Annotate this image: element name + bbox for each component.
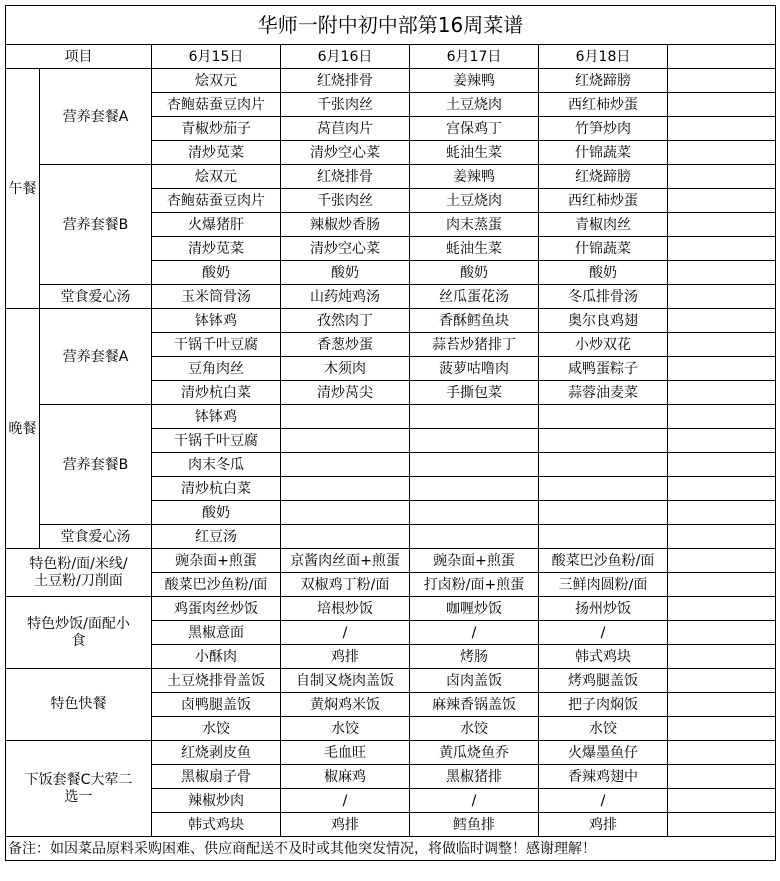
dish-cell: 钵钵鸡	[152, 309, 281, 333]
dish-cell: 孜然肉丁	[281, 309, 410, 333]
dish-cell: 咸鸭蛋粽子	[539, 357, 668, 381]
set-label: 营养套餐A	[40, 309, 152, 405]
dish-cell: 打卤粉/面+煎蛋	[410, 573, 539, 597]
dish-cell: 手撕包菜	[410, 381, 539, 405]
dish-cell: 椒麻鸡	[281, 765, 410, 789]
empty-cell	[668, 237, 776, 261]
dish-cell: 红烧蹄膀	[539, 165, 668, 189]
dish-cell: 烤鸡腿盖饭	[539, 669, 668, 693]
dish-cell: 土豆烧肉	[410, 189, 539, 213]
dish-cell: 鳕鱼排	[410, 813, 539, 837]
menu-row	[6, 669, 776, 693]
dish-cell: 黄焖鸡米饭	[281, 693, 410, 717]
dish-cell: /	[410, 621, 539, 645]
dish-cell: 火爆墨鱼仔	[539, 741, 668, 765]
empty-cell	[410, 405, 539, 429]
header-item: 项目	[6, 45, 152, 69]
dish-cell: 红烧剥皮鱼	[152, 741, 281, 765]
empty-cell	[410, 525, 539, 549]
dish-cell: 豌杂面+煎蛋	[410, 549, 539, 573]
dish-cell: 豆角肉丝	[152, 357, 281, 381]
empty-cell	[281, 405, 410, 429]
header-day: 6月18日	[539, 45, 668, 69]
dish-cell: 杏鲍菇蚕豆肉片	[152, 93, 281, 117]
dish-cell: 黄瓜烧鱼乔	[410, 741, 539, 765]
dish-cell: 肉末蒸蛋	[410, 213, 539, 237]
empty-cell	[668, 93, 776, 117]
dish-cell: 青椒炒茄子	[152, 117, 281, 141]
menu-row	[6, 837, 776, 861]
dish-cell: 莴苣肉片	[281, 117, 410, 141]
menu-row	[6, 309, 776, 333]
dish-cell: 奥尔良鸡翅	[539, 309, 668, 333]
dish-cell: 扬州炒饭	[539, 597, 668, 621]
set-label: 营养套餐B	[40, 405, 152, 525]
dish-cell: 鸡排	[281, 813, 410, 837]
dish-cell: 干锅千叶豆腐	[152, 429, 281, 453]
dish-cell: 咖喱炒饭	[410, 597, 539, 621]
dish-cell: 豌杂面+煎蛋	[152, 549, 281, 573]
dish-cell: 红烧排骨	[281, 165, 410, 189]
dish-cell: /	[410, 789, 539, 813]
menu-row	[6, 549, 776, 573]
empty-cell	[668, 741, 776, 765]
dish-cell: 烩双元	[152, 69, 281, 93]
empty-cell	[668, 645, 776, 669]
dish-cell: 香辣鸡翅中	[539, 765, 668, 789]
dish-cell: 青椒肉丝	[539, 213, 668, 237]
dish-cell: 西红柿炒蛋	[539, 93, 668, 117]
dish-cell: 鸡排	[539, 813, 668, 837]
empty-cell	[668, 213, 776, 237]
soup-cell: 山药炖鸡汤	[281, 285, 410, 309]
dish-cell: /	[281, 621, 410, 645]
dish-cell: 自制叉烧肉盖饭	[281, 669, 410, 693]
empty-cell	[410, 501, 539, 525]
dish-cell: 西红柿炒蛋	[539, 189, 668, 213]
dish-cell: 清炒空心菜	[281, 237, 410, 261]
dish-cell: 韩式鸡块	[152, 813, 281, 837]
empty-cell	[668, 669, 776, 693]
empty-cell	[281, 477, 410, 501]
dish-cell: 黑椒猪排	[410, 765, 539, 789]
soup-cell: 玉米筒骨汤	[152, 285, 281, 309]
empty-cell	[539, 501, 668, 525]
empty-cell	[668, 381, 776, 405]
dish-cell: /	[539, 789, 668, 813]
dish-cell: 土豆烧肉	[410, 93, 539, 117]
dish-cell: 杏鲍菇蚕豆肉片	[152, 189, 281, 213]
dish-cell: 辣椒炒香肠	[281, 213, 410, 237]
empty-cell	[668, 525, 776, 549]
menu-row	[6, 165, 776, 189]
menu-row	[6, 525, 776, 549]
dish-cell: 清炒杭白菜	[152, 477, 281, 501]
empty-cell	[281, 453, 410, 477]
dish-cell: 麻辣香锅盖饭	[410, 693, 539, 717]
dish-cell: 把子肉焖饭	[539, 693, 668, 717]
dish-cell: 水饺	[152, 717, 281, 741]
empty-cell	[668, 141, 776, 165]
dish-cell: 蒜蓉油麦菜	[539, 381, 668, 405]
empty-cell	[668, 765, 776, 789]
empty-cell	[668, 717, 776, 741]
menu-body	[6, 6, 776, 861]
dish-cell: 酸奶	[281, 261, 410, 285]
dish-cell: 烤肠	[410, 645, 539, 669]
empty-cell	[668, 261, 776, 285]
empty-cell	[668, 405, 776, 429]
dish-cell: 木须肉	[281, 357, 410, 381]
dish-cell: 宫保鸡丁	[410, 117, 539, 141]
footer-note: 备注：如因菜品原料采购困难、供应商配送不及时或其他突发情况，将做临时调整！感谢理解！	[6, 837, 776, 861]
menu-row	[6, 597, 776, 621]
dish-cell: 清炒空心菜	[281, 141, 410, 165]
empty-cell	[668, 165, 776, 189]
dish-cell: 水饺	[281, 717, 410, 741]
dish-cell: 水饺	[410, 717, 539, 741]
dish-cell: 竹笋炒肉	[539, 117, 668, 141]
dish-cell: 烩双元	[152, 165, 281, 189]
empty-cell	[668, 69, 776, 93]
empty-cell	[668, 189, 776, 213]
empty-cell	[668, 357, 776, 381]
section-label: 特色粉/面/米线/土豆粉/刀削面	[6, 549, 152, 597]
menu-table	[5, 5, 776, 861]
empty-cell	[281, 429, 410, 453]
empty-cell	[539, 405, 668, 429]
empty-cell	[668, 549, 776, 573]
dish-cell: 蒜苔炒猪排丁	[410, 333, 539, 357]
soup-label: 堂食爱心汤	[40, 285, 152, 309]
dish-cell: 清炒苋菜	[152, 141, 281, 165]
empty-cell	[668, 621, 776, 645]
empty-cell	[539, 525, 668, 549]
empty-cell	[668, 573, 776, 597]
dish-cell: 双椒鸡丁粉/面	[281, 573, 410, 597]
dish-cell: 姜辣鸭	[410, 165, 539, 189]
empty-cell	[410, 429, 539, 453]
soup-label: 堂食爱心汤	[40, 525, 152, 549]
dish-cell: 黑椒扇子骨	[152, 765, 281, 789]
dish-cell: 鸡蛋肉丝炒饭	[152, 597, 281, 621]
empty-cell	[539, 477, 668, 501]
empty-cell	[668, 429, 776, 453]
page-title: 华师一附中初中部第16周菜谱	[6, 6, 776, 45]
dish-cell: 蚝油生菜	[410, 237, 539, 261]
menu-row	[6, 285, 776, 309]
empty-cell	[539, 429, 668, 453]
dish-cell: 什锦蔬菜	[539, 141, 668, 165]
header-empty	[668, 45, 776, 69]
dish-cell: 干锅千叶豆腐	[152, 333, 281, 357]
empty-cell	[281, 501, 410, 525]
empty-cell	[668, 501, 776, 525]
meal-label: 晚餐	[6, 309, 40, 549]
dish-cell: 红烧排骨	[281, 69, 410, 93]
dish-cell: 酸奶	[539, 261, 668, 285]
dish-cell: 红烧蹄膀	[539, 69, 668, 93]
dish-cell: 水饺	[539, 717, 668, 741]
dish-cell: 鸡排	[281, 645, 410, 669]
soup-cell: 红豆汤	[152, 525, 281, 549]
dish-cell: 培根炒饭	[281, 597, 410, 621]
dish-cell: 酸奶	[152, 501, 281, 525]
dish-cell: 小酥肉	[152, 645, 281, 669]
menu-row	[6, 69, 776, 93]
menu-row	[6, 405, 776, 429]
dish-cell: 小炒双花	[539, 333, 668, 357]
menu-row	[6, 741, 776, 765]
empty-cell	[539, 453, 668, 477]
dish-cell: 京酱肉丝面+煎蛋	[281, 549, 410, 573]
dish-cell: 清炒苋菜	[152, 237, 281, 261]
dish-cell: 清炒莴尖	[281, 381, 410, 405]
dish-cell: 香葱炒蛋	[281, 333, 410, 357]
dish-cell: 什锦蔬菜	[539, 237, 668, 261]
empty-cell	[668, 285, 776, 309]
dish-cell: 香酥鳕鱼块	[410, 309, 539, 333]
empty-cell	[668, 597, 776, 621]
header-day: 6月16日	[281, 45, 410, 69]
dish-cell: 姜辣鸭	[410, 69, 539, 93]
empty-cell	[410, 453, 539, 477]
dish-cell: 菠萝咕噜肉	[410, 357, 539, 381]
dish-cell: 韩式鸡块	[539, 645, 668, 669]
dish-cell: 酸奶	[410, 261, 539, 285]
section-label: 下饭套餐C大荤二选一	[6, 741, 152, 837]
dish-cell: 清炒杭白菜	[152, 381, 281, 405]
header-day: 6月15日	[152, 45, 281, 69]
dish-cell: 黑椒意面	[152, 621, 281, 645]
empty-cell	[668, 813, 776, 837]
section-label: 特色炒饭/面配小食	[6, 597, 152, 669]
set-label: 营养套餐A	[40, 69, 152, 165]
empty-cell	[281, 525, 410, 549]
dish-cell: 酸奶	[152, 261, 281, 285]
dish-cell: 三鲜肉圆粉/面	[539, 573, 668, 597]
empty-cell	[668, 789, 776, 813]
meal-label: 午餐	[6, 69, 40, 309]
dish-cell: 千张肉丝	[281, 189, 410, 213]
empty-cell	[668, 333, 776, 357]
soup-cell: 丝瓜蛋花汤	[410, 285, 539, 309]
empty-cell	[668, 453, 776, 477]
dish-cell: 毛血旺	[281, 741, 410, 765]
empty-cell	[668, 477, 776, 501]
empty-cell	[410, 477, 539, 501]
dish-cell: 卤鸭腿盖饭	[152, 693, 281, 717]
empty-cell	[668, 309, 776, 333]
empty-cell	[668, 693, 776, 717]
dish-cell: /	[281, 789, 410, 813]
dish-cell: 酸菜巴沙鱼粉/面	[539, 549, 668, 573]
dish-cell: 土豆烧排骨盖饭	[152, 669, 281, 693]
dish-cell: 火爆猪肝	[152, 213, 281, 237]
dish-cell: 卤肉盖饭	[410, 669, 539, 693]
dish-cell: 酸菜巴沙鱼粉/面	[152, 573, 281, 597]
set-label: 营养套餐B	[40, 165, 152, 285]
dish-cell: 辣椒炒肉	[152, 789, 281, 813]
section-label: 特色快餐	[6, 669, 152, 741]
soup-cell: 冬瓜排骨汤	[539, 285, 668, 309]
header-day: 6月17日	[410, 45, 539, 69]
empty-cell	[668, 117, 776, 141]
dish-cell: 肉末冬瓜	[152, 453, 281, 477]
dish-cell: /	[539, 621, 668, 645]
dish-cell: 蚝油生菜	[410, 141, 539, 165]
dish-cell: 千张肉丝	[281, 93, 410, 117]
dish-cell: 钵钵鸡	[152, 405, 281, 429]
